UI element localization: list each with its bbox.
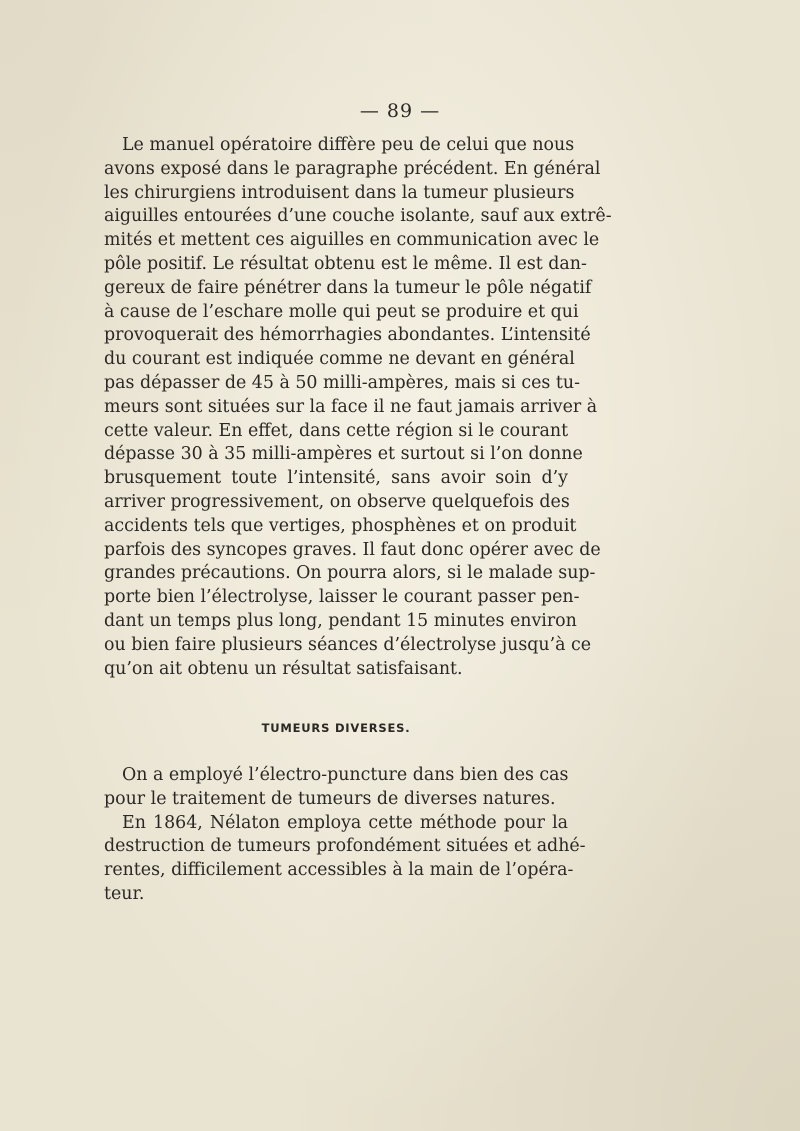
text-line: ou bien faire plusieurs séances d’électrolyse jusqu’à ce	[104, 634, 592, 655]
text-line: Le manuel opératoire diffère peu de celui que nous	[122, 135, 575, 155]
page-number: — 89 —	[359, 100, 441, 122]
text-line: pour le traitement de tumeurs de diverses natures.	[104, 788, 556, 809]
text-line: avons exposé dans le paragraphe précédent. En général	[104, 158, 601, 179]
text-line: les chirurgiens introduisent dans la tumeur plusieurs	[104, 182, 575, 203]
text-line: accidents tels que vertiges, phosphènes et on produit	[104, 515, 577, 536]
text-line: brusquement toute l’intensité, sans avoir soin d’y	[104, 468, 568, 489]
text-line: On a employé l’électro-puncture dans bien des cas	[122, 765, 569, 785]
text-line: aiguilles entourées d’une couche isolante, sauf aux extrê-	[104, 206, 612, 227]
text-line: meurs sont situées sur la face il ne faut jamais arriver à	[104, 396, 598, 417]
paragraph-various-tumors	[104, 764, 586, 907]
text-line: arriver progressivement, on observe quelquefois des	[104, 491, 570, 512]
text-line: dant un temps plus long, pendant 15 minutes environ	[104, 610, 577, 631]
text-line: cette valeur. En effet, dans cette région si le courant	[104, 420, 569, 441]
text-line: pas dépasser de 45 à 50 milli-ampères, mais si ces tu-	[104, 372, 580, 393]
text-line: En 1864, Nélaton employa cette méthode pour la	[122, 812, 568, 833]
section-heading: TUMEURS DIVERSES.	[261, 721, 411, 735]
text-line: destruction de tumeurs profondément situées et adhé-	[104, 836, 586, 857]
text-line: teur.	[104, 883, 145, 904]
text-line: gereux de faire pénétrer dans la tumeur le pôle négatif	[104, 277, 592, 298]
text-line: provoquerait des hémorrhagies abondantes. L’intensité	[104, 325, 591, 346]
text-line: grandes précautions. On pourra alors, si le malade sup-	[104, 563, 596, 584]
text-line: mités et mettent ces aiguilles en communication avec le	[104, 230, 600, 251]
text-line: parfois des syncopes graves. Il faut donc opérer avec de	[104, 539, 601, 560]
text-line: qu’on ait obtenu un résultat satisfaisant.	[104, 658, 463, 679]
text-line: porte bien l’électrolyse, laisser le courant passer pen-	[104, 587, 580, 608]
text-line: rentes, difficilement accessibles à la main de l’opéra-	[104, 860, 574, 881]
text-line: dépasse 30 à 35 milli-ampères et surtout si l’on donne	[104, 444, 583, 465]
text-line: du courant est indiquée comme ne devant en général	[104, 349, 575, 370]
text-line: pôle positif. Le résultat obtenu est le même. Il est dan-	[104, 253, 587, 274]
text-line: à cause de l’eschare molle qui peut se produire et qui	[104, 301, 579, 322]
paragraph-electrolysis-procedure	[104, 134, 612, 681]
